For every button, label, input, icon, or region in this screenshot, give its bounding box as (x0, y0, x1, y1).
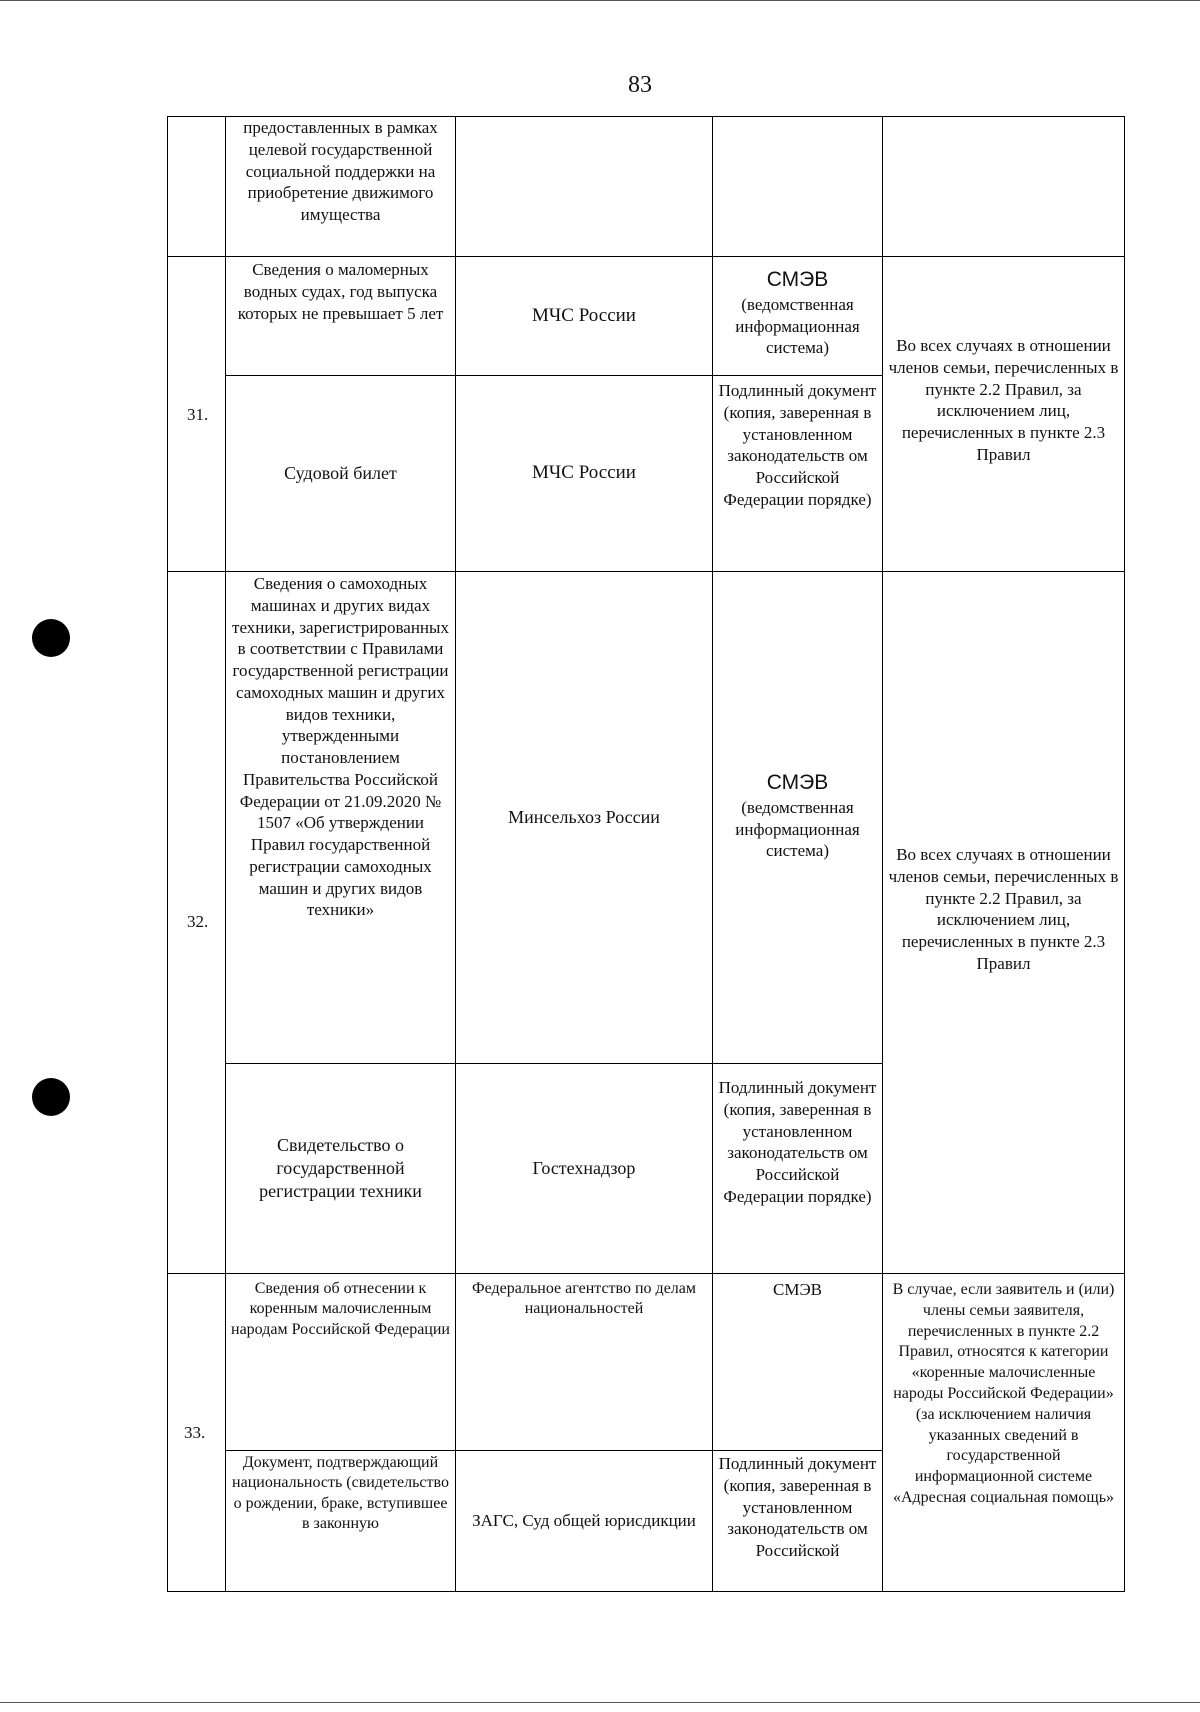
method-text: (ведомственная информационная система) (735, 797, 860, 861)
table-cell-method (713, 572, 882, 1063)
table-border-bottom (167, 1591, 1125, 1592)
source-text: ЗАГС, Суд общей юрисдикции (472, 1511, 696, 1531)
table-cell-source (456, 1064, 712, 1273)
condition-text: Во всех случаях в отношении членов семьи, перечисленных в пункте 2.2 Правил, за исключением лиц, перечисленных в пункте 2.3 Правил (888, 845, 1119, 973)
method-title: СМЭВ (766, 268, 829, 291)
method-text: СМЭВ (772, 1280, 823, 1299)
row-number: 33. (184, 1423, 206, 1442)
scan-edge-bottom (0, 1702, 1200, 1703)
table-cell-document (226, 572, 455, 1063)
scan-edge-top (0, 0, 1200, 1)
row-number: 32. (187, 912, 209, 931)
table-cell-condition (883, 257, 1124, 571)
page-number: 83 (628, 72, 652, 98)
method-text: Подлинный документ (копия, заверенная в установленном законодательств ом Российской (718, 1454, 877, 1560)
document-text: Сведения о самоходных машинах и других видах техники, зарегистрированных в соответствии с Правилами государственной регистрации самоходных машин и других видов техники, утвержденными постановлением Правительства Российской Федерации от 21.09.2020 № 1507 «Об утверждении Правил государственной регистрации самоходных машин и других видов техники» (232, 574, 449, 920)
method-text: (ведомственная информационная система) (735, 294, 860, 358)
table-cell-method (713, 1274, 882, 1450)
method-text: Подлинный документ (копия, заверенная в установленном законодательств ом Российской Федерации порядке) (718, 381, 877, 509)
table-cell-document (226, 376, 455, 571)
table-cell-method (713, 1064, 882, 1273)
method-text: Подлинный документ (копия, заверенная в установленном законодательств ом Российской Федерации порядке) (718, 1078, 877, 1206)
table-cell-method (713, 257, 882, 375)
table-cell-document (226, 257, 455, 375)
table-cell-document (226, 117, 455, 256)
document-text: предоставленных в рамках целевой государственной социальной поддержки на приобретение движимого имущества (243, 118, 438, 224)
table-cell-source (456, 1274, 712, 1450)
document-text: Сведения об отнесении к коренным малочисленным народам Российской Федерации (231, 1280, 450, 1338)
document-text: Свидетельство о государственной регистрации техники (259, 1134, 422, 1202)
table-cell-condition (883, 1274, 1124, 1591)
table-cell-document (226, 1064, 455, 1273)
table-border-right (1124, 116, 1125, 1592)
table-cell-method (713, 1451, 882, 1591)
table-cell-condition (883, 572, 1124, 1273)
source-text: Федеральное агентство по делам национальностей (471, 1280, 696, 1318)
table-border-left (167, 116, 168, 1592)
source-text: МЧС России (532, 462, 636, 484)
punch-hole-top (32, 619, 70, 657)
condition-text: В случае, если заявитель и (или) члены семьи заявителя, перечисленных в пункте 2.2 Правил, относятся к категории «коренные малочисленные народы Российской Федерации» (за исключением наличия указанных сведений в государственной информационной системе «Адресная социальная помощь» (892, 1281, 1115, 1506)
document-text: Документ, подтверждающий национальность (свидетельство о рождении, браке, вступившее в законную (232, 1454, 449, 1533)
table-cell-document (226, 1451, 455, 1591)
source-text: МЧС России (532, 304, 636, 326)
document-text: Судовой билет (284, 462, 397, 483)
document-text: Сведения о маломерных водных судах, год выпуска которых не превышает 5 лет (237, 260, 444, 323)
table-cell-source (456, 1451, 712, 1591)
row-number: 31. (187, 405, 209, 424)
source-text: Минсельхоз России (508, 806, 660, 827)
source-text: Гостехнадзор (532, 1157, 636, 1178)
table-cell-source (456, 376, 712, 571)
condition-text: Во всех случаях в отношении членов семьи, перечисленных в пункте 2.2 Правил, за исключением лиц, перечисленных в пункте 2.3 Правил (888, 336, 1119, 464)
method-title: СМЭВ (766, 771, 829, 794)
table-cell-source (456, 257, 712, 375)
table-cell-method (713, 376, 882, 571)
punch-hole-bottom (32, 1078, 70, 1116)
table-cell-source (456, 572, 712, 1063)
table-cell-document (226, 1274, 455, 1450)
